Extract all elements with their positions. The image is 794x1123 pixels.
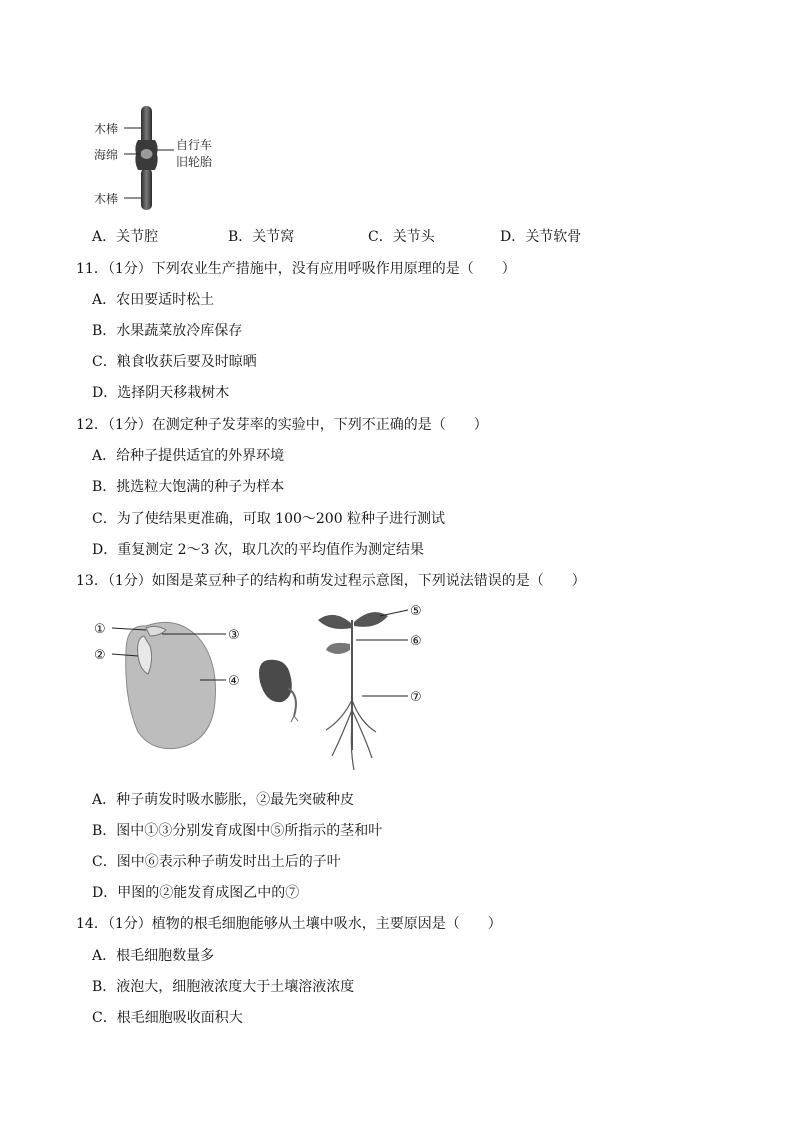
q11-stem: 11．（1分）下列农业生产措施中，没有应用呼吸作用原理的是（ ） [76, 261, 516, 277]
seed-label-1: ① [94, 622, 106, 637]
q12-stem: 12．（1分）在测定种子发芽率的实验中，下列不正确的是（ ） [76, 417, 488, 433]
q12-option-b: B．挑选粒大饱满的种子为样本 [92, 479, 285, 495]
q13-stem: 13．（1分）如图是菜豆种子的结构和萌发过程示意图，下列说法错误的是（ ） [76, 573, 586, 589]
q11-option-b: B．水果蔬菜放冷库保存 [92, 323, 243, 339]
seed-label-3: ③ [228, 628, 240, 643]
lower-wood-rod [141, 168, 152, 210]
q11-option-d: D．选择阴天移栽树木 [92, 385, 230, 401]
seed-label-2: ② [94, 648, 106, 663]
seedling-cotyledon [326, 643, 350, 654]
seedling-leaf-right [354, 612, 388, 627]
label-wood-top: 木棒 [94, 122, 119, 136]
seedling-leaf-left [318, 615, 352, 629]
q13-option-b: B．图中①③分别发育成图中⑤所指示的茎和叶 [92, 823, 383, 839]
seedling-label-6: ⑥ [410, 634, 422, 649]
label-sponge: 海绵 [94, 148, 119, 162]
q14-option-a: A．根毛细胞数量多 [92, 948, 215, 964]
q13-option-c: C．图中⑥表示种子萌发时出土后的子叶 [92, 854, 341, 870]
label-tire-2: 旧轮胎 [176, 155, 213, 169]
q10-option-c: C．关节头 [368, 229, 435, 245]
seedling-label-5: ⑤ [410, 604, 422, 619]
q14-stem: 14．（1分）植物的根毛细胞能够从土壤中吸水，主要原因是（ ） [76, 916, 502, 932]
q14-option-c: C．根毛细胞吸收面积大 [92, 1010, 243, 1026]
q11-option-a: A．农田要适时松土 [92, 292, 215, 308]
q14-option-b: B．液泡大，细胞液浓度大于土壤溶液浓度 [92, 979, 355, 995]
joint-model-figure [94, 104, 234, 214]
seedling-label-7: ⑦ [410, 690, 422, 705]
q13-option-d: D．甲图的②能发育成图乙中的⑦ [92, 885, 300, 901]
q13-option-a: A．种子萌发时吸水膨胀，②最先突破种皮 [92, 792, 355, 808]
q12-option-a: A．给种子提供适宜的外界环境 [92, 448, 285, 464]
q10-options [92, 226, 692, 246]
seed-label-4: ④ [228, 674, 240, 689]
germinating-seed [259, 660, 292, 702]
q10-option-d: D．关节软骨 [500, 229, 582, 245]
sponge [141, 149, 153, 159]
q12-option-c: C．为了使结果更准确，可取 100～200 粒种子进行测试 [92, 511, 446, 527]
q10-option-b: B．关节窝 [228, 229, 295, 245]
q11-option-c: C．粮食收获后要及时晾晒 [92, 354, 257, 370]
bean-seed-figure [90, 600, 440, 780]
label-tire-1: 自行车 [176, 138, 213, 152]
q10-option-a: A．关节腔 [92, 229, 159, 245]
q12-option-d: D．重复测定 2～3 次，取几次的平均值作为测定结果 [92, 542, 424, 558]
label-wood-bottom: 木棒 [94, 192, 119, 206]
